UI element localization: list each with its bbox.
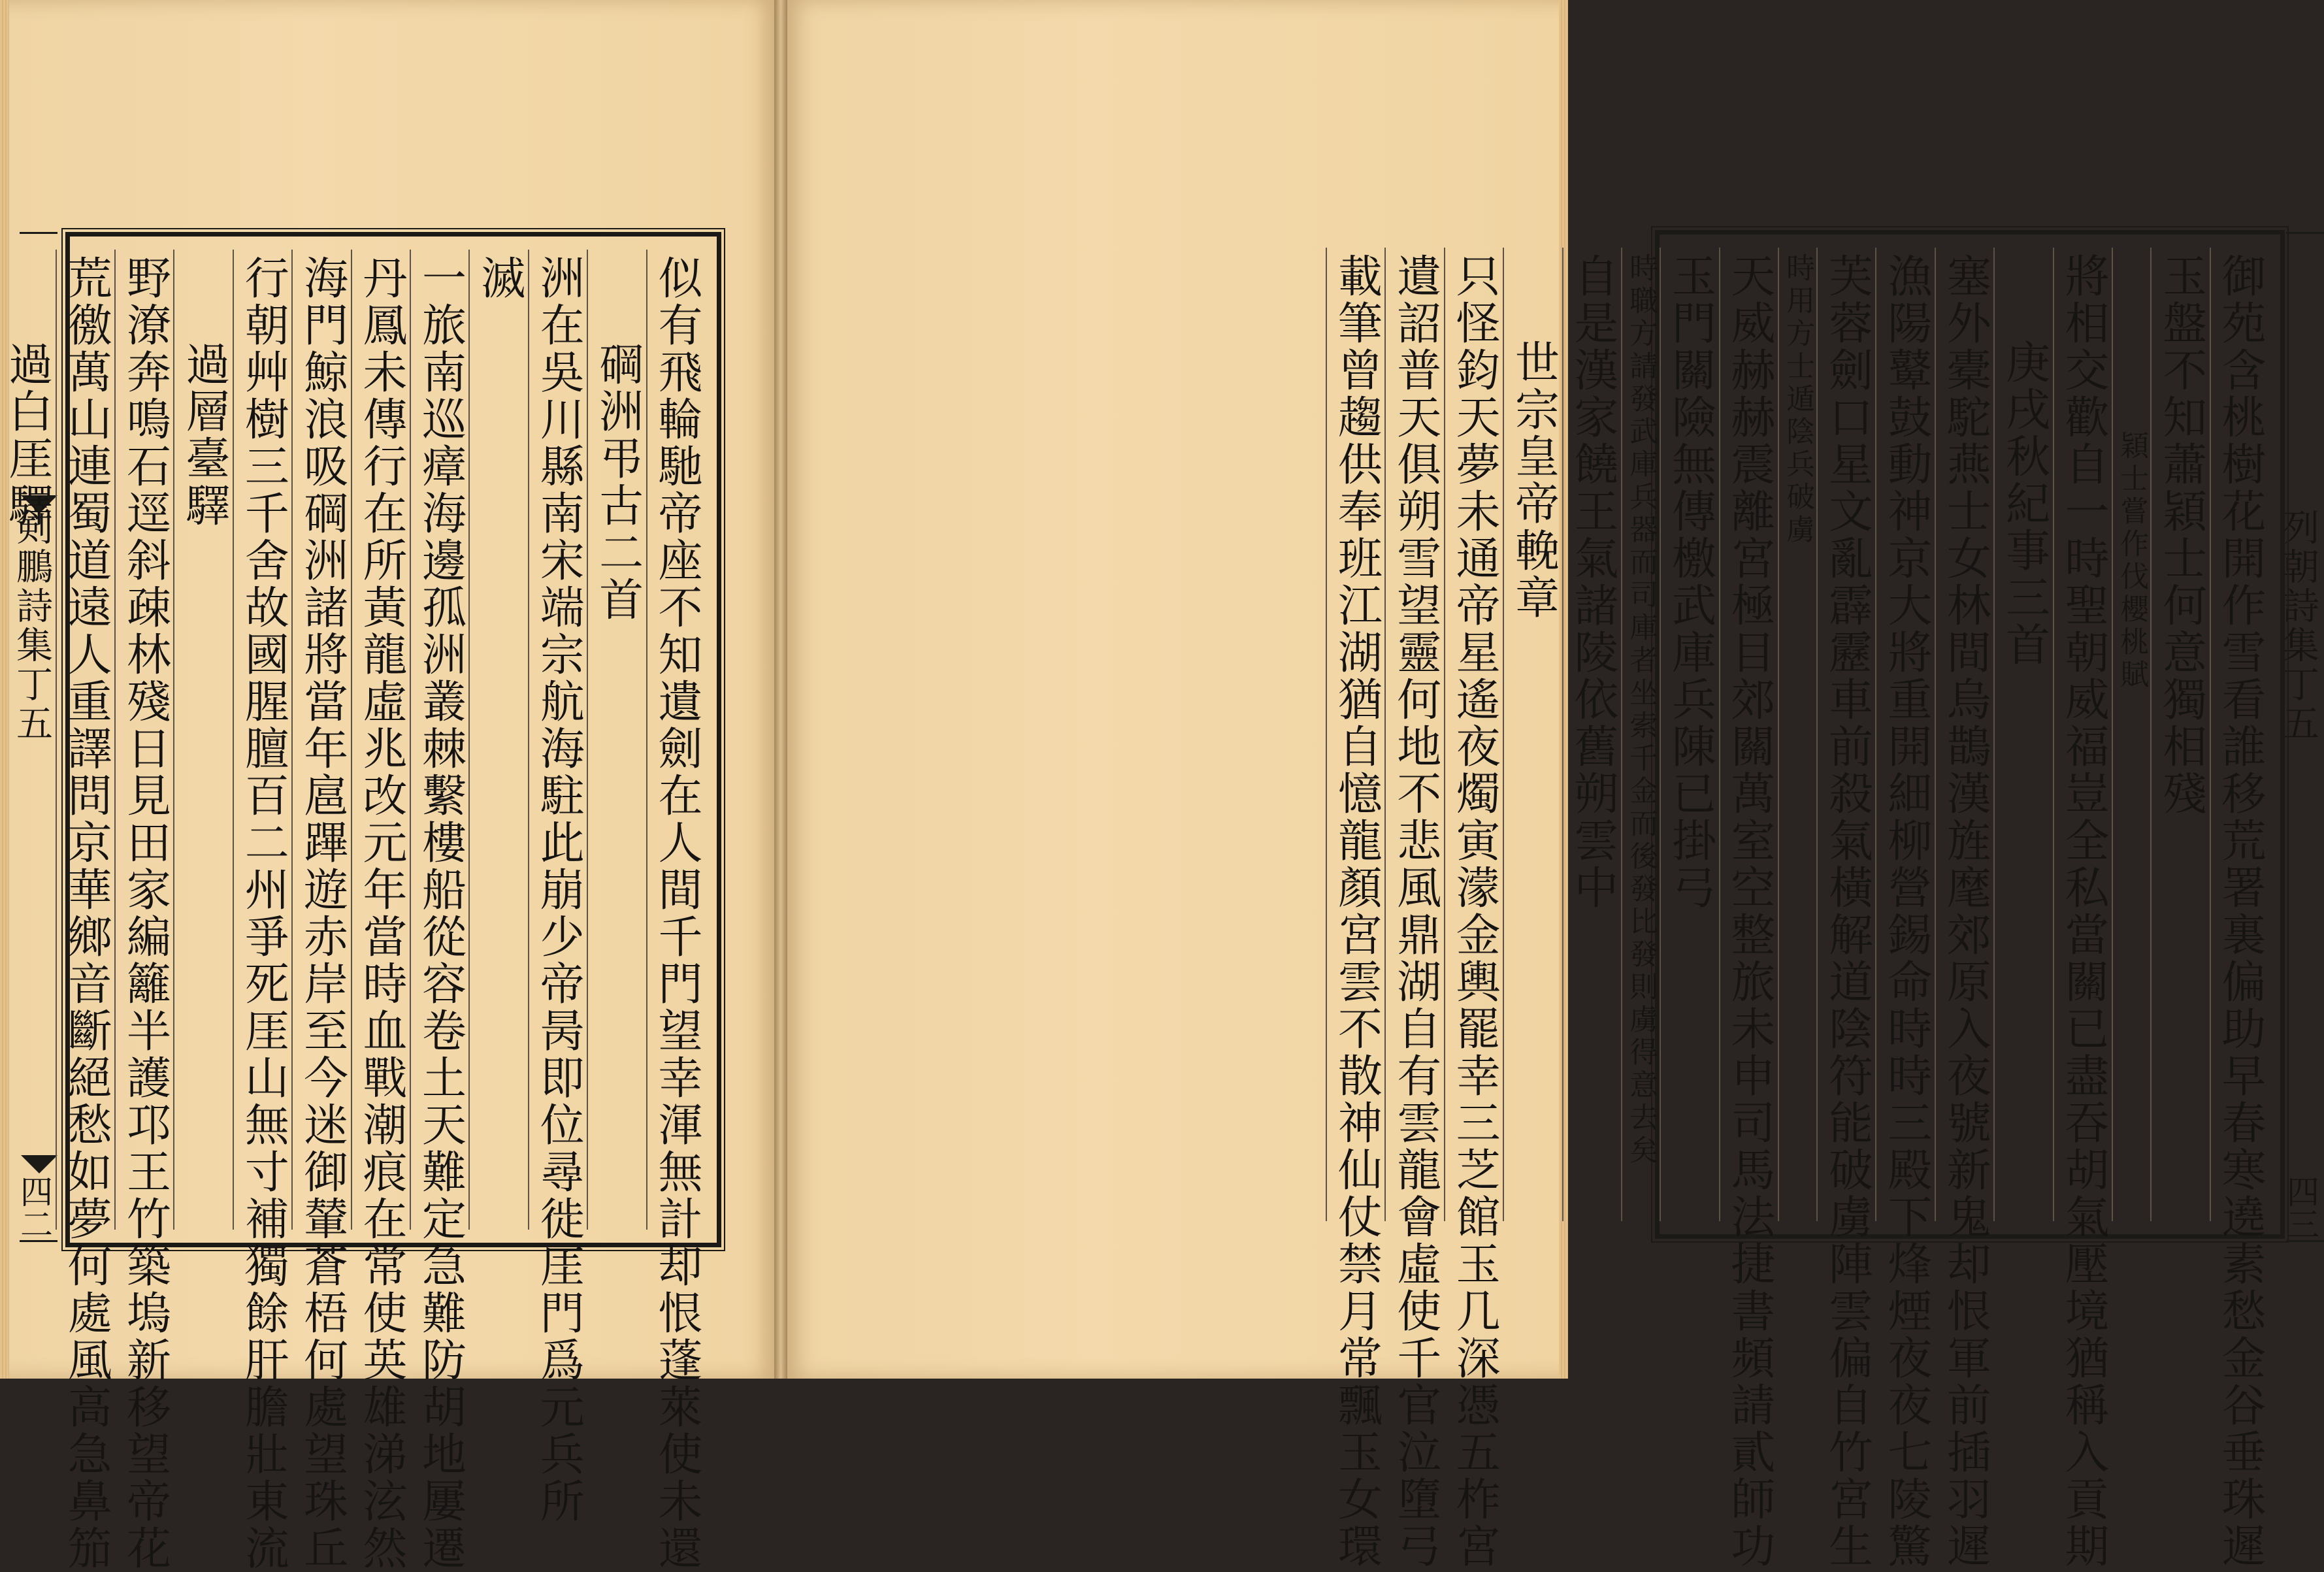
text-line: 一旅南巡瘴海邊孤洲叢棘繫樓船從容卷土天難定急難防胡地屢遷 (410, 250, 468, 1230)
text-line: 玉盤不知蕭穎士何意獨相殘 (2150, 248, 2209, 1221)
text-line: 荒徼萬山連蜀道遠人重譯問京華鄉音斷絕愁如夢何處風高急鼻笳 (56, 250, 114, 1230)
text-line: 將相交歡自一時聖朝威福豈全私當關已盡吞胡氣壓境猶稱入貢期 (2053, 248, 2112, 1221)
poem-title: 碙洲弔古二首 (587, 250, 646, 1230)
text-line: 只怪鈞天夢未通帝星遙夜燭寅濛金輿罷幸三芝館玉几深憑五柞宮 (1444, 248, 1503, 1221)
spine-page-number: 四三 (2282, 1175, 2319, 1240)
right-page-spine (2277, 232, 2324, 1242)
text-line: 野潦奔鳴石逕斜疎林殘日見田家編籬半護邛王竹築塢新移望帝花 (114, 250, 173, 1230)
text-line: 海門鯨浪吸碙洲諸將當年扈蹕遊赤岸至今迷御輦蒼梧何處望珠丘 (291, 250, 350, 1230)
annotation-line: 穎士嘗作伐櫻桃賦 (2112, 248, 2150, 1221)
right-text-frame (1330, 230, 2285, 1570)
poem-title: 過白厓驛 (0, 250, 56, 1230)
text-line: 滅 (468, 250, 527, 1230)
text-line: 天威赫赫震離宮極目郊關萬室空整旅未申司馬法捷書頻請貳師功 (1719, 248, 1778, 1221)
poem-title: 庚戌秋紀事三首 (1993, 248, 2052, 1221)
spine-page-number: 四二 (15, 1175, 53, 1240)
text-line: 御苑含桃樹花開作雪看誰移荒署裏偏助早春寒遶素愁金谷垂珠遲 (2210, 248, 2268, 1221)
text-line: 丹鳳未傳行在所黃龍虛兆改元年當時血戰潮痕在常使英雄涕泫然 (351, 250, 410, 1230)
text-line: 行朝艸樹三千舍故國腥膻百二州爭死厓山無寸補獨餘肝膽壯東流 (233, 250, 291, 1230)
text-line: 洲在吳川縣南宋端宗航海駐此崩少帝昺即位尋徙厓門爲元兵所 (528, 250, 587, 1230)
text-line: 玉門關險無傳檄武庫兵陳已掛弓 (1660, 248, 1718, 1221)
poem-title: 過層臺驛 (173, 250, 232, 1230)
text-line: 漁陽鼙鼓動神京大將重開細柳營錫命時時三殿下烽煙夜夜七陵驚 (1875, 248, 1934, 1221)
right-page (781, 0, 2319, 1570)
text-line: 似有飛輪馳帝座不知遺劍在人間千門望幸渾無計却恨蓬萊使未還 (646, 250, 705, 1230)
text-line: 塞外橐駝燕士女林間烏鵲漢旌麾郊原入夜號新鬼却恨軍前插羽遲 (1935, 248, 1993, 1221)
left-page (0, 0, 781, 1572)
book-gutter (774, 0, 787, 1379)
annotation-line: 時職方請發武庫兵器而司庫者坐索千金而後發比發則虜得意去矣 (1621, 248, 1660, 1221)
text-line: 遺詔普天俱朔雪望靈何地不悲風鼎湖自有雲龍會虛使千官泣墮弓 (1384, 248, 1443, 1221)
text-line: 芙蓉劍口星文亂霹靂車前殺氣橫解道陰符能破虜陣雲偏自竹宮生 (1816, 248, 1875, 1221)
spine-title: 列朝詩集丁五 (2277, 508, 2319, 744)
text-line: 載筆曾趨供奉班江湖猶自憶龍顏宮雲不散神仙仗禁月常飄玉女環 (1326, 248, 1384, 1221)
annotation-line: 時用方士遁陰兵破虜 (1778, 248, 1816, 1221)
right-text-block (1330, 248, 2268, 1570)
poem-title: 世宗皇帝輓章 (1503, 248, 1562, 1221)
spine-title: 剣鵬詩集丁五 (10, 508, 53, 744)
text-line: 自是漢家饒王氣諸陵依舊朔雲中 (1562, 248, 1621, 1221)
